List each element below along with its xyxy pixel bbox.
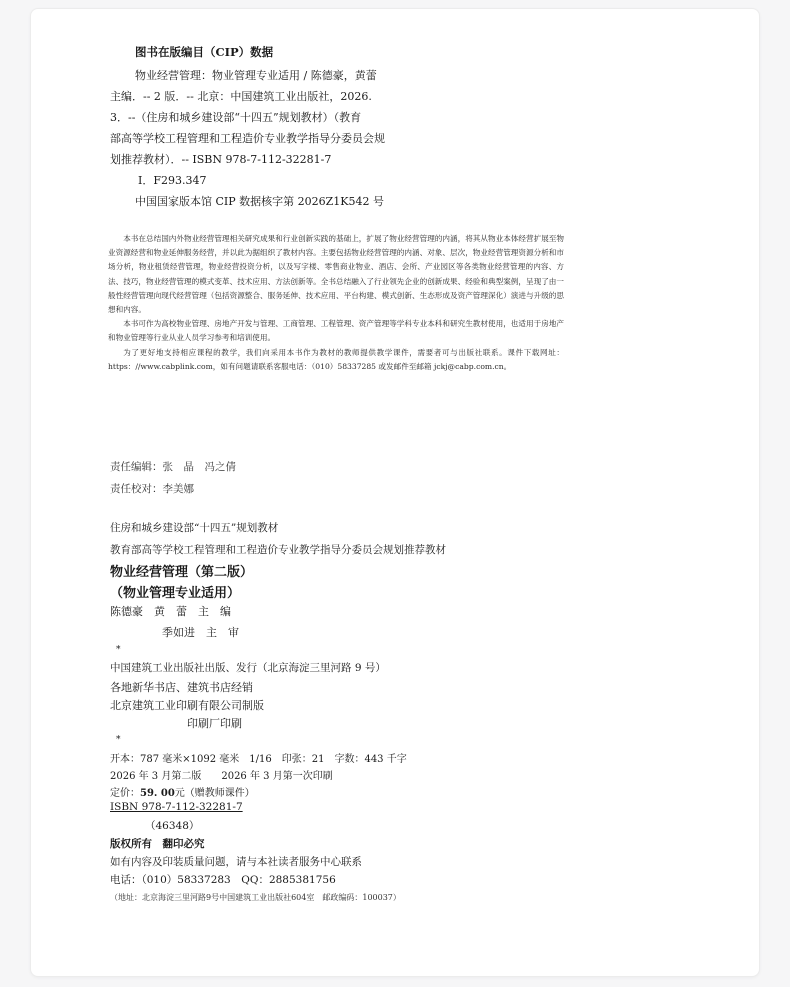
abstract (108, 232, 564, 374)
cip-line-5: 划推荐教材）．-- ISBN 978-7-112-32281-7 (110, 153, 332, 166)
typesetter: 北京建筑工业印刷有限公司制版 (110, 699, 264, 712)
abstract-paragraph-3: 为了更好地支持相应课程的教学，我们向采用本书作为教材的教师提供教学课件，需要者可与出版社联系。课件下载网址：https：//www.cabplink.com，如有问题请联系客服电话：（010）58337285 或发邮件至邮箱 jckj@cabp.com.cn。 (108, 347, 564, 371)
separator-star-1: * (116, 645, 121, 655)
proofreader: 责任校对：李美娜 (110, 483, 194, 495)
cip-record: 中国国家版本馆 CIP 数据核字第 2026Z1K542 号 (135, 195, 384, 208)
price-label: 定价： (110, 788, 140, 799)
price-line (110, 784, 255, 799)
price-suffix: 元（赠教师课件） (174, 788, 255, 799)
distributor: 各地新华书店、建筑书店经销 (110, 681, 253, 694)
book-code: （46348） (145, 820, 200, 832)
printer: 印刷厂印刷 (187, 717, 242, 730)
separator-star-2: * (116, 735, 121, 745)
series-1: 住房和城乡建设部“十四五”规划教材 (110, 522, 279, 534)
isbn: ISBN 978-7-112-32281-7 (110, 801, 243, 813)
cip-line-1: 物业经营管理：物业管理专业适用 / 陈德豪，黄蕾 (135, 69, 377, 82)
responsible-editor: 责任编辑：张 晶 冯之倩 (110, 461, 236, 473)
book-title: 物业经营管理（第二版） (110, 565, 254, 580)
cip-line-4: 部高等学校工程管理和工程造价专业教学指导分委员会规 (110, 132, 385, 145)
publisher: 中国建筑工业出版社出版、发行（北京海淀三里河路 9 号） (110, 662, 386, 674)
edition-info: 2026 年 3 月第二版 2026 年 3 月第一次印刷 (110, 771, 333, 782)
copyright-notice: 版权所有 翻印必究 (110, 838, 205, 850)
abstract-paragraph-2: 本书可作为高校物业管理、房地产开发与管理、工商管理、工程管理、资产管理等学科专业本科和研究生教材使用，也适用于房地产和物业管理等行业从业人员学习参考和培训使用。 (108, 319, 564, 343)
chief-editors: 陈德豪 黄 蕾 主 编 (110, 605, 231, 618)
cip-heading: 图书在版编目（CIP）数据 (135, 45, 274, 59)
chief-reviewer: 季如进 主 审 (162, 626, 239, 639)
cip-line-2: 主编．-- 2 版．-- 北京：中国建筑工业出版社，2026. (110, 90, 372, 103)
publisher-address: （地址：北京海淀三里河路9号中国建筑工业出版社604室 邮政编码：100037） (110, 893, 401, 902)
cip-classification: Ⅰ．F293.347 (138, 174, 207, 187)
service-phone: 电话：（010）58337283 QQ：2885381756 (110, 874, 336, 886)
cip-line-3: 3．--（住房和城乡建设部“十四五”规划教材）（教育 (110, 111, 362, 124)
book-format: 开本：787 毫米×1092 毫米 1/16 印张：21 字数：443 千字 (110, 754, 407, 765)
price-value: 59. 00 (140, 788, 175, 799)
book-subtitle: （物业管理专业适用） (110, 586, 241, 601)
abstract-paragraph-1: 本书在总结国内外物业经营管理相关研究成果和行业创新实践的基础上，扩展了物业经营管理的内涵，将其从物业本体经营扩展至物业资源经营和物业延伸服务经营，并以此为据组织了教材内容。主要包括物业经营管理的内涵、对象、层次，物业经营管理资源分析和市场分析，物业租赁经营管理，物业经营投资分析，以及写字楼、零售商业物业、酒店、会所、产业园区等各类物业经营管理的内容、方法、技巧，物业经营管理的模式变革、技术应用、方法创新等。全书总结融入了行业领先企业的创新成果、经验和典型案例，呈现了由一般性经营管理向现代经营管理（包括资源整合、服务延伸、技术应用、平台构建、模式创新、生态形成及资产管理深化）演进与升级的思想和内容。 (108, 234, 564, 315)
service-contact: 如有内容及印装质量问题，请与本社读者服务中心联系 (110, 856, 362, 868)
series-2: 教育部高等学校工程管理和工程造价专业教学指导分委员会规划推荐教材 (110, 544, 446, 556)
